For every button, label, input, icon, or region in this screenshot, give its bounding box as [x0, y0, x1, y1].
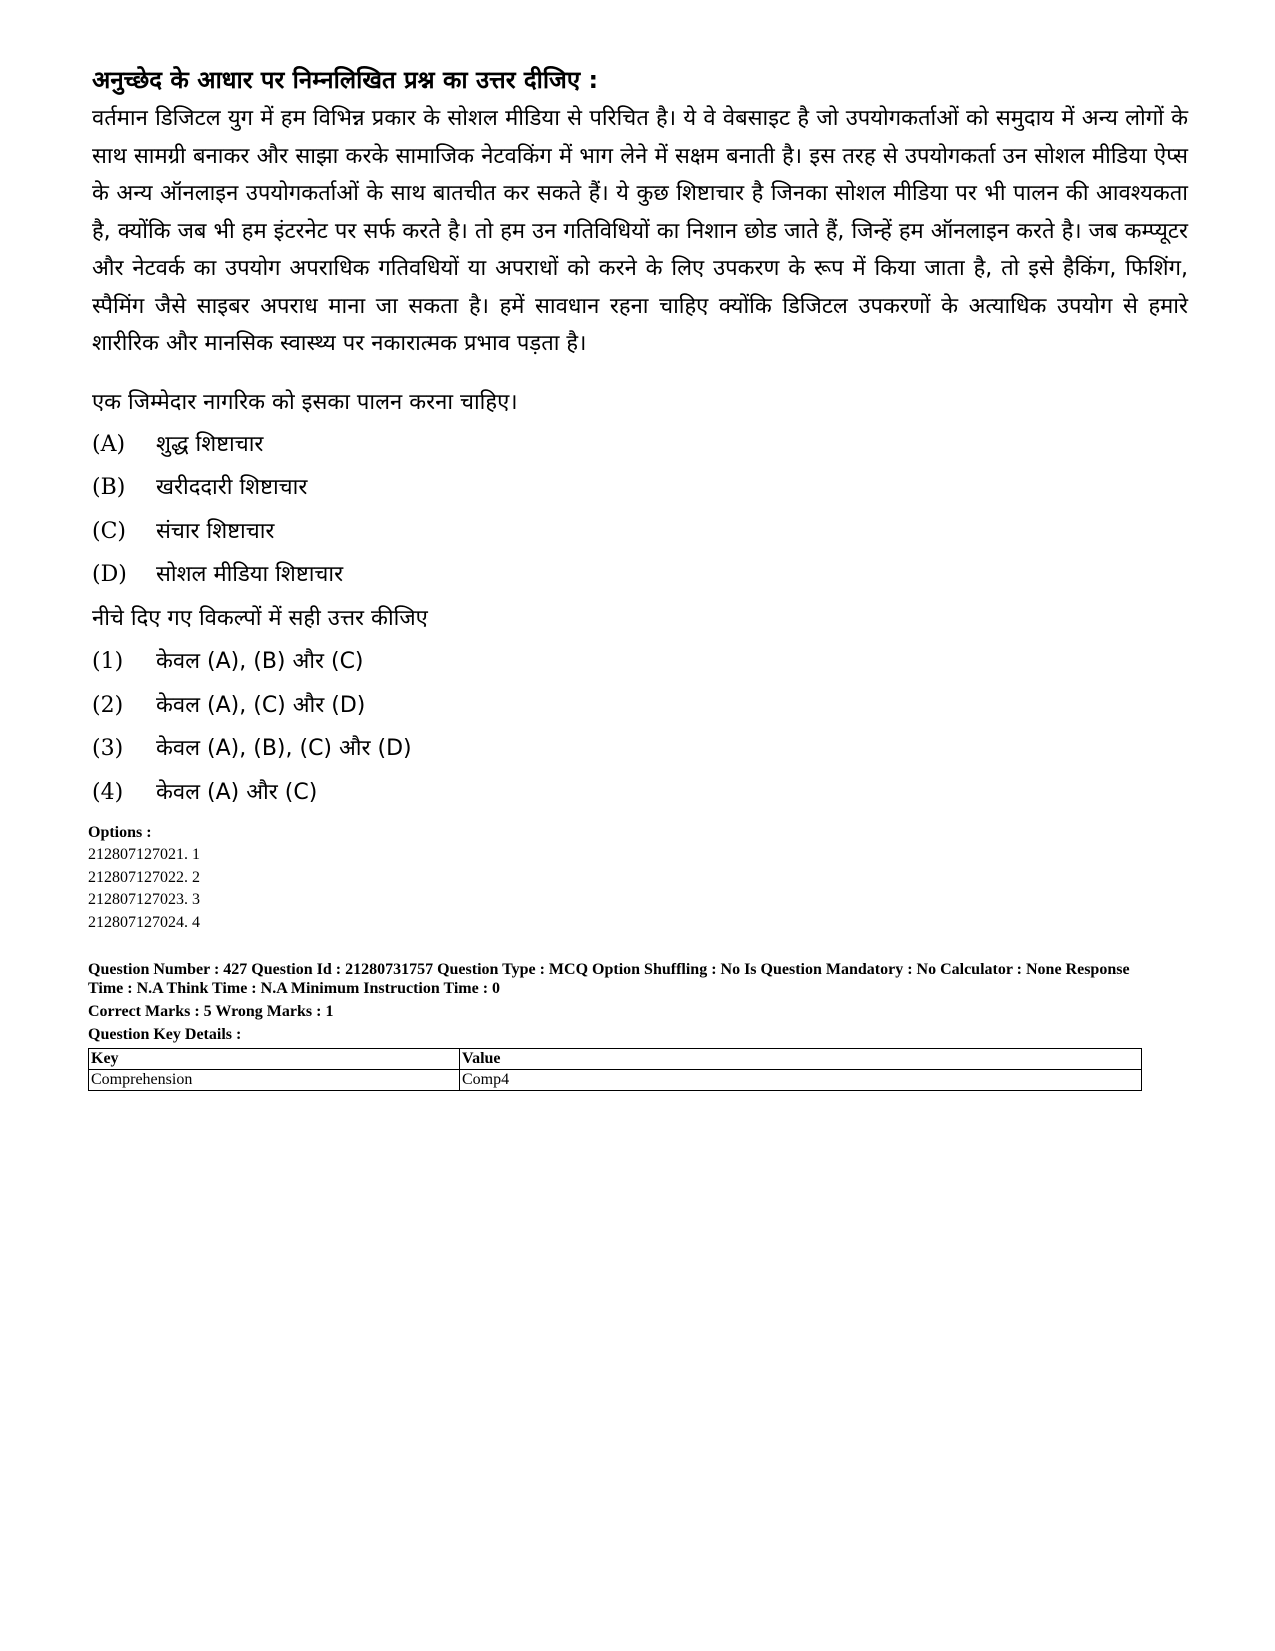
- table-header-row: [89, 1049, 1142, 1070]
- passage-text: वर्तमान डिजिटल युग में हम विभिन्न प्रकार के सोशल मीडिया से परिचित है। ये वे वेबसाइट है जो उपयोगकर्ताओं को समुदाय में अन्य लोगों के साथ सामग्री बनाकर और साझा करके सामाजिक नेटवकिंग में भाग लेने में सक्षम बनाती है। इस तरह से उपयोगकर्ता उन सोशल मीडिया ऐप्स के अन्य ऑनलाइन उपयोगकर्ताओं के साथ बातचीत कर सकते हैं। ये कुछ शिष्टाचार है जिनका सोशल मीडिया पर भी पालन की आवश्यकता है, क्योंकि जब भी हम इंटरनेट पर सर्फ करते है। तो हम उन गतिविधियों का निशान छोड जाते हैं, जिन्हें हम ऑनलाइन करते है। जब कम्प्यूटर और नेटवर्क का उपयोग अपराधिक गतिवधियों या अपराधों को करने के लिए उपकरण के रूप में किया जाता है, तो इसे हैकिंग, फिशिंग, स्पैमिंग जैसे साइबर अपराध माना जा सकता है। हमें सावधान रहना चाहिए क्योंकि डिजिटल उपकरणों के अत्याधिक उपयोग से हमारे शारीरिक और मानसिक स्वास्थ्य पर नकारात्मक प्रभाव पड़ता है।: [92, 106, 1188, 356]
- choice-label: (2): [92, 692, 124, 718]
- statement-a: [92, 423, 1188, 467]
- choice-text: केवल (A), (B) और (C): [156, 649, 364, 674]
- statement-list: [88, 423, 1188, 597]
- statement-c: [92, 510, 1188, 554]
- table-row: [89, 1070, 1142, 1091]
- choice-4: [92, 771, 1188, 815]
- option-item: 212807127021. 1: [88, 846, 200, 863]
- marks-info: Correct Marks : 5 Wrong Marks : 1: [88, 1003, 334, 1020]
- statement-text: संचार शिष्टाचार: [156, 518, 275, 544]
- statement-label: (B): [92, 475, 126, 500]
- options-title: Options :: [88, 824, 152, 841]
- choice-label: (1): [92, 649, 124, 674]
- instruction-text: नीचे दिए गए विकल्पों में सही उत्तर कीजिए: [92, 605, 428, 631]
- question-page: [88, 62, 1188, 1091]
- choice-text: केवल (A), (B), (C) और (D): [156, 736, 412, 761]
- choice-instruction: [92, 597, 1188, 641]
- choice-text: केवल (A), (C) और (D): [156, 692, 366, 718]
- option-item: 212807127024. 4: [88, 913, 200, 931]
- option-item: 212807127023. 3: [88, 891, 200, 908]
- statement-text: शुद्ध शिष्टाचार: [156, 431, 264, 457]
- choice-3: [92, 727, 1188, 771]
- choice-label: (3): [92, 736, 124, 761]
- header-value: Value: [460, 1049, 1142, 1070]
- header-key: Key: [89, 1049, 460, 1070]
- statement-text: खरीददारी शिष्टाचार: [156, 475, 308, 500]
- choice-list: [88, 640, 1188, 814]
- options-list: [88, 844, 1188, 934]
- choice-2: [92, 684, 1188, 728]
- statement-d: [92, 553, 1188, 597]
- key-details-title: Question Key Details :: [88, 1026, 242, 1043]
- option-item: 212807127022. 2: [88, 868, 200, 886]
- question-stem: एक जिम्मेदार नागरिक को इसका पालन करना चाहिए।: [92, 389, 518, 415]
- cell-key: Comprehension: [89, 1070, 460, 1091]
- statement-label: (D): [92, 562, 127, 587]
- question-meta: Question Number : 427 Question Id : 21280731757 Question Type : MCQ Option Shuffling : No Is Question Mandatory : No Calculator : None Response Time : N.A Think Time : N.A Minimum Instruction Time : 0: [88, 961, 1130, 997]
- cell-value: Comp4: [460, 1070, 1142, 1091]
- choice-1: [92, 640, 1188, 684]
- choice-label: (4): [92, 779, 124, 805]
- statement-b: [92, 466, 1188, 510]
- choice-text: केवल (A) और (C): [156, 779, 318, 805]
- statement-label: (C): [92, 518, 126, 544]
- passage-heading: अनुच्छेद के आधार पर निम्नलिखित प्रश्न का उत्तर दीजिए :: [92, 66, 599, 94]
- statement-text: सोशल मीडिया शिष्टाचार: [156, 562, 344, 587]
- statement-label: (A): [92, 431, 126, 457]
- key-details-table: [88, 1048, 1142, 1091]
